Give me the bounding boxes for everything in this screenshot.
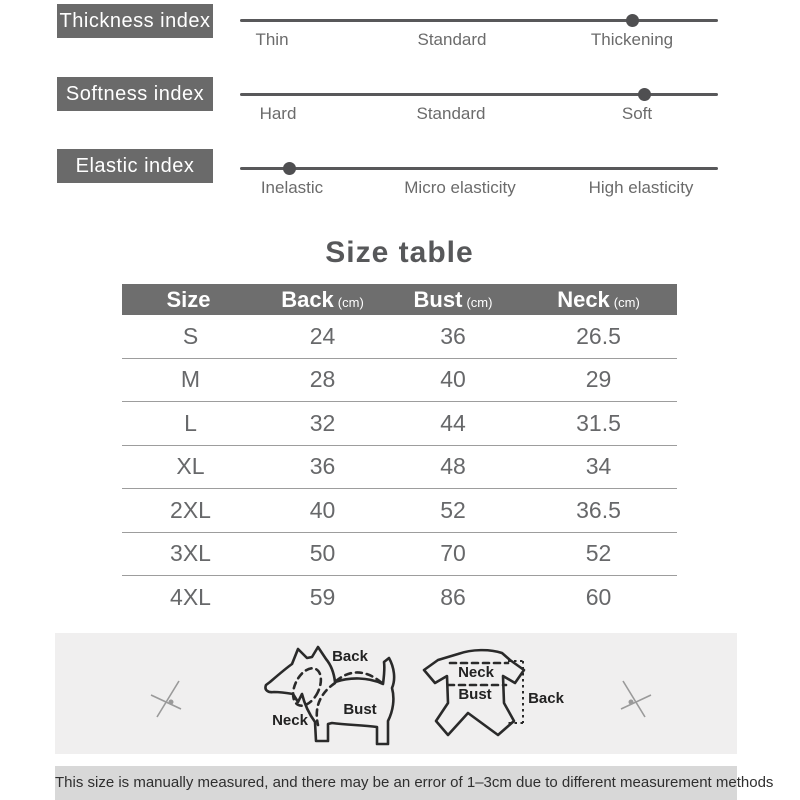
cell-size: L [184,409,197,436]
cell-bust: 44 [440,409,466,436]
elastic-option-inelastic: Inelastic [260,178,324,197]
thickness-option-standard: Standard [417,30,487,49]
cell-back: 36 [309,453,336,480]
elastic-slider-dot [283,162,296,175]
thickness-option-thin: Thin [255,30,289,49]
elastic-option-high: High elasticity [588,178,694,197]
dog-neck-label: Neck [272,712,308,729]
column-header-size [122,287,259,313]
cell-neck: 34 [585,453,612,480]
table-row [122,446,677,490]
cell-neck: 29 [585,366,612,393]
cell-size: M [180,366,201,393]
measurement-disclaimer: This size is manually measured, and there may be an error of 1–3cm due to different measurement methods [55,766,737,800]
cell-neck: 36.5 [576,496,621,523]
column-unit: (cm) [337,294,364,310]
table-row [122,489,677,533]
cell-back: 32 [309,409,336,436]
column-header-neck [520,287,677,313]
thickness-slider-dot [626,14,639,27]
elastic-slider-track [240,167,718,170]
size-table-title: Size table [325,236,474,269]
dog-bust-label: Bust [343,701,377,718]
cell-bust: 48 [440,453,466,480]
cell-neck: 60 [585,584,612,611]
column-header-back [259,287,386,313]
column-unit: (cm) [613,294,640,310]
softness-slider-dot [638,88,651,101]
dog-measurement-diagram [250,633,425,754]
measurement-diagram-panel [55,633,737,754]
column-name: Size [166,286,211,312]
cell-size: 2XL [170,496,211,523]
cell-back: 28 [309,366,336,393]
ornament-right-icon [611,675,655,723]
softness-option-hard: Hard [259,104,297,123]
garment-bust-label: Bust [458,686,492,703]
softness-index-label: Softness index [57,77,213,111]
cell-size: S [182,322,199,349]
cell-size: 4XL [170,584,211,611]
cell-bust: 70 [440,540,466,567]
cell-size: 3XL [170,540,211,567]
cell-size: XL [176,453,205,480]
column-name: Back [281,286,334,312]
table-row [122,533,677,577]
cell-neck: 31.5 [576,409,621,436]
column-header-bust [386,287,520,313]
ornament-left-icon [147,675,191,723]
column-name: Neck [557,286,610,312]
garment-measurement-diagram [420,633,600,754]
softness-slider-track [240,93,718,96]
cell-back: 50 [309,540,336,567]
elastic-option-micro: Micro elasticity [404,178,516,197]
garment-back-label: Back [528,690,564,707]
cell-back: 40 [309,496,336,523]
cell-neck: 52 [585,540,612,567]
size-table [122,284,677,620]
table-row [122,402,677,446]
cell-bust: 40 [440,366,466,393]
cell-bust: 36 [440,322,466,349]
cell-bust: 52 [440,496,466,523]
table-row [122,315,677,359]
cell-bust: 86 [440,584,466,611]
softness-option-standard: Standard [416,104,486,123]
column-unit: (cm) [466,294,493,310]
elastic-index-label: Elastic index [57,149,213,183]
garment-neck-label: Neck [458,664,494,681]
cell-back: 24 [309,322,336,349]
dog-back-label: Back [332,648,368,665]
table-row [122,576,677,620]
size-table-header [122,284,677,315]
thickness-slider-track [240,19,718,22]
cell-back: 59 [309,584,336,611]
thickness-index-label: Thickness index [57,4,213,38]
cell-neck: 26.5 [576,322,621,349]
column-name: Bust [413,286,463,312]
softness-option-soft: Soft [621,104,653,123]
thickness-option-thickening: Thickening [590,30,674,49]
table-row [122,359,677,403]
